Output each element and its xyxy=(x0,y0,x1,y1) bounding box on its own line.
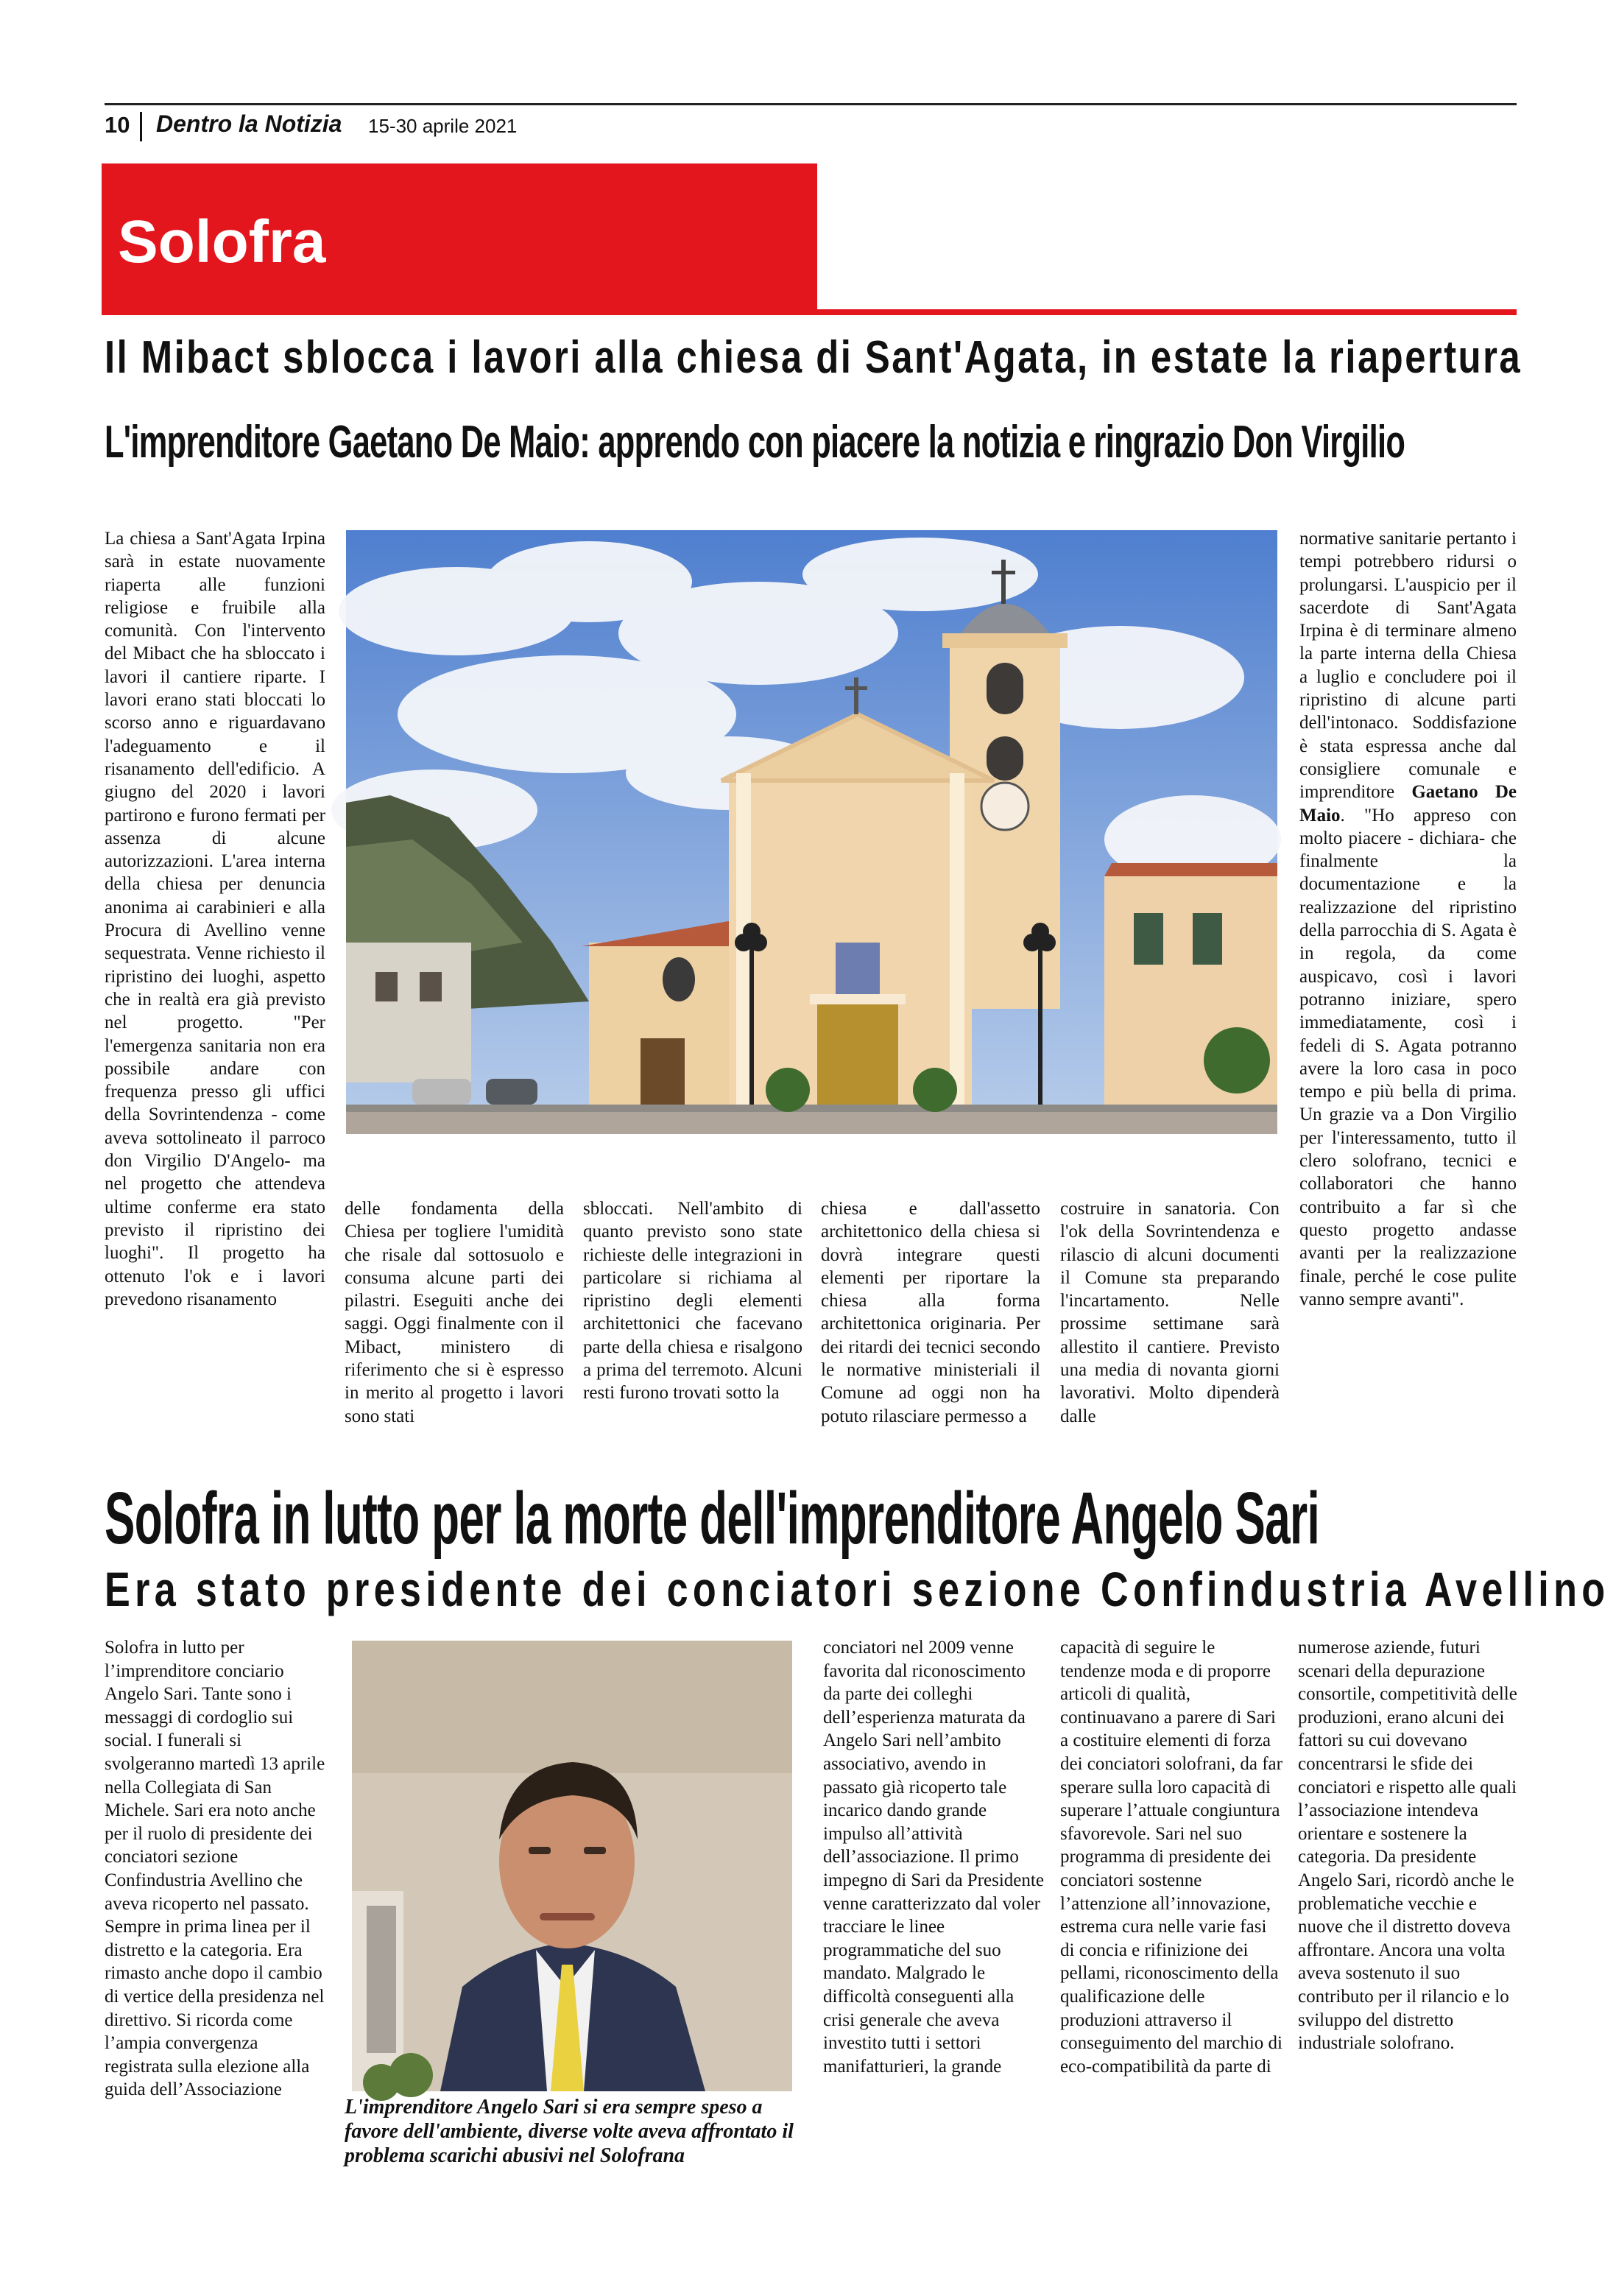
article1-column-4: chiesa e dall'assetto architettonico della chiesa si dovrà integrare questi elementi per riportare la chiesa alla forma architettonica originaria. Per dei ritardi dei tecnici secondo le normative ministeriali il Comune ad oggi non ha potuto rilasciare permesso a xyxy=(821,1199,1040,1426)
article1-right-text-a: normative sanitarie pertanto i tempi potrebbero ridursi o prolungarsi. L'auspicio per il sacerdote di Sant'Agata Irpina è di terminare almeno la parte interna della Chiesa a luglio e concludere poi il ripristino di alcune parti dell'intonaco. Soddisfazione è stata espressa anche dal consigliere comunale e imprenditore xyxy=(1299,529,1517,803)
article2-column-1: Solofra in lutto per l’imprenditore conciario Angelo Sari. Tante sono i messaggi di cordoglio sui social. I funerali si svolgeranno martedì 13 aprile nella Collegiata di San Michele. Sari era noto anche per il ruolo di presidente dei conciatori sezione Confindustria Avellino che aveva ricoperto nel passato. Sempre in prima linea per il distretto e la categoria. Era rimasto anche dopo il cambio di vertice della presidenza nel direttivo. Si ricorda come l’ampia convergenza registrata sulla elezione alla guida dell’Associazione xyxy=(105,1638,325,2100)
church-photo xyxy=(346,530,1277,1134)
portrait-caption: L'imprenditore Angelo Sari si era sempre speso a favore dell'ambiente, diverse volte aveva affrontato il problema scarichi abusivi nel Solofrana xyxy=(345,2096,794,2167)
article1-column-5: costruire in sanatoria. Con l'ok della Sovrintendenza e rilascio di alcuni documenti il Comune sta preparando l'incartamento. Nelle prossime settimane sarà allestito il cantiere. Previsto una media di novanta giorni lavorativi. Molto dipenderà dalle xyxy=(1060,1199,1280,1426)
article1-column-left: La chiesa a Sant'Agata Irpina sarà in estate nuovamente riaperta alle funzioni religiose e fruibile alla comunità. Con l'intervento del Mibact che ha sbloccato i lavori il cantiere riparte. I lavori erano stati bloccati lo scorso anno e riguardavano l'adeguamento e il risanamento dell'edificio. A giugno del 2020 i lavori partirono e furono fermati per assenza di alcune autorizzazioni. L'area interna della chiesa per denuncia anonima ai carabinieri e alla Procura di Avellino venne sequestrata. Venne richiesto il ripristino dei luoghi, aspetto che in realtà era già previsto nel progetto. "Per l'emergenza sanitaria non era possibile andare con frequenza presso gli uffici della Sovrintendenza - come aveva sottolineato il parroco don Virgilio D'Angelo- ma nel progetto che attendeva ultime conferme era stato previsto il ripristino dei luoghi". Il progetto ha ottenuto l'ok e i lavori prevedono risanamento xyxy=(105,529,325,1309)
issue-date: 15-30 aprile 2021 xyxy=(368,115,518,137)
page-number: 10 xyxy=(105,112,130,138)
article1-column-right-top xyxy=(1299,527,1517,1309)
article2-column-3: conciatori nel 2009 venne favorita dal riconoscimento da parte dei colleghi dell’esperienza maturata da Angelo Sari nell’ambito associativo, avendo in passato già ricoperto tale incarico dando grande impulso all’attività dell’associazione. Il primo impegno di Sari da Presidente venne caratterizzato dal voler tracciare le linee programmatiche del suo mandato. Malgrado le difficoltà conseguenti alla crisi generale che aveva investito tutti i settori manifatturieri, la grande xyxy=(823,1638,1044,2077)
article2-column-4: capacità di seguire le tendenze moda e di proporre articoli di qualità, continuavano a parere di Sari a costituire elementi di forza dei conciatori solofrani, da far sperare sulla loro capacità di superare l’attuale congiuntura sfavorevole. Sari nel suo programma di presidente dei conciatori sostenne l’attenzione all’innovazione, estrema cura nelle varie fasi di concia e rifinizione dei pellami, riconoscimento della qualificazione delle produzioni attraverso il conseguimento del marchio di eco-compatibilità da parte di xyxy=(1060,1638,1283,2077)
page-number-divider xyxy=(140,112,142,141)
article2-subheadline: Era stato presidente dei conciatori sezione Confindustria Avellino xyxy=(105,1562,1610,1616)
church-illustration xyxy=(346,530,1277,1134)
portrait-photo xyxy=(352,1641,792,2091)
section-title: Solofra xyxy=(118,208,326,275)
article2-column-5: numerose aziende, futuri scenari della depurazione consortile, competitività delle produzioni, erano alcuni dei fattori su cui dovevano concentrarsi le sfide dei conciatori e rispetto alle quali l’associazione intendeva orientare e sostenere la categoria. Da presidente Angelo Sari, ricordò anche le problematiche vecchie e nuove che il distretto doveva affrontare. Ancora una volta aveva sostenuto il suo contributo per il rilancio e lo sviluppo del distretto industriale solofrano. xyxy=(1298,1638,1517,2054)
paper-name: Dentro la Notizia xyxy=(156,110,342,137)
article1-column-2: delle fondamenta della Chiesa per togliere l'umidità che risale dal sottosuolo e consuma alcune parti dei pilastri. Eseguiti anche dei saggi. Oggi finalmente con il Mibact, ministero di riferimento che si è espresso in merito al progetto i lavori sono stati xyxy=(345,1199,564,1426)
article1-subheadline: L'imprenditore Gaetano De Maio: apprendo con piacere la notizia e ringrazio Don Virgilio xyxy=(105,417,1405,468)
portrait-illustration xyxy=(352,1641,792,2091)
article2-headline: Solofra in lutto per la morte dell'imprenditore Angelo Sari xyxy=(105,1477,1320,1560)
article1-right-text-b: . "Ho appreso con molto piacere - dichiara- che finalmente la documentazione e la realizzazione del ripristino della parrocchia di S. Agata è in regola, da come auspicavo, così i lavori potranno iniziare, spero immediatamente, così i fedeli di S. Agata potranno avere la loro casa in poco tempo e più bella di prima. Un grazie va a Don Virgilio per l'interessamento, tutto il clero solofrano, tecnici e collaboratori che hanno contribuito a far sì che questo progetto andasse avanti per la realizzazione finale, perché le cose pulite vanno sempre avanti". xyxy=(1299,805,1517,1309)
section-rule xyxy=(102,309,1517,315)
article1-right-bold-name: Gaetano De Maio xyxy=(1299,782,1517,825)
article1-headline: Il Mibact sblocca i lavori alla chiesa di Sant'Agata, in estate la riapertura xyxy=(105,332,1523,383)
article1-column-3: sbloccati. Nell'ambito di quanto previsto sono state richieste delle integrazioni in particolare si richiama al ripristino degli elementi architettonici che facevano parte della chiesa e risalgono a prima del terremoto. Alcuni resti furono trovati sotto la xyxy=(583,1199,802,1404)
top-rule xyxy=(105,103,1517,105)
